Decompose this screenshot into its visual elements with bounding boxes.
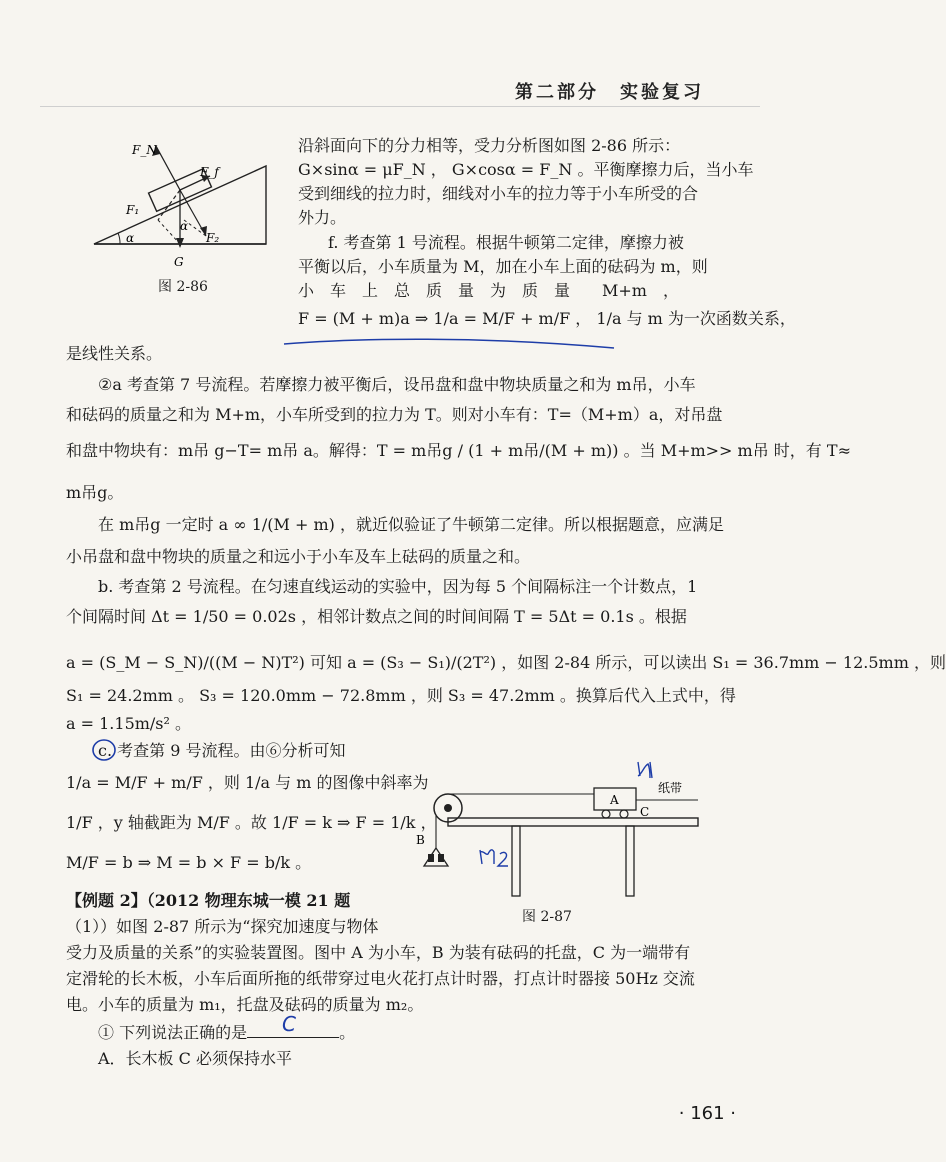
label-g: G bbox=[174, 255, 184, 269]
paragraph-line: G×sinα = μF_N ， G×cosα = F_N 。平衡摩擦力后，当小车 bbox=[298, 160, 754, 179]
question-text: ① 下列说法正确的是 bbox=[98, 1023, 248, 1042]
formula-line: S₁ = 24.2mm 。 S₃ = 120.0mm − 72.8mm ，则 S₃ = 47.2mm 。换算后代入上式中，得 bbox=[66, 686, 736, 705]
paragraph-line: 和砝码的质量之和为 M+m，小车所受到的拉力为 T。则对小车有：T=（M+m）a，对吊盘 bbox=[66, 405, 723, 424]
option-a: A．长木板 C 必须保持水平 bbox=[98, 1049, 292, 1068]
paragraph-line: 平衡以后，小车质量为 M，加在小车上面的砝码为 m，则 bbox=[298, 257, 708, 276]
formula-line: M/F = b ⇒ M = b × F = b/k 。 bbox=[66, 853, 312, 872]
figure-2-86-incline-diagram bbox=[80, 138, 290, 278]
paragraph-line: 外力。 bbox=[298, 208, 347, 227]
paragraph-line: c. 考查第 9 号流程。由⑥分析可知 bbox=[98, 741, 346, 760]
paragraph-line: 小吊盘和盘中物块的质量之和远小于小车及车上砝码的质量之和。 bbox=[66, 547, 531, 566]
label-fn: F_N bbox=[132, 143, 157, 157]
label-paper-tape: 纸带 bbox=[658, 781, 683, 795]
label-ff: F_f bbox=[200, 165, 219, 179]
paragraph-line: 电。小车的质量为 m₁，托盘及砝码的质量为 m₂。 bbox=[66, 995, 424, 1014]
paragraph-line: 小 车 上 总 质 量 为 质 量 M+m ， bbox=[298, 281, 679, 300]
formula-line: a = 1.15m/s² 。 bbox=[66, 714, 192, 733]
header-divider bbox=[40, 106, 760, 107]
label-f2: F₂ bbox=[206, 231, 220, 245]
figure-2-86-caption: 图 2-86 bbox=[158, 279, 208, 295]
figure-2-87-apparatus-diagram bbox=[408, 748, 728, 898]
formula-line: 个间隔时间 Δt = 1/50 = 0.02s ，相邻计数点之间的时间间隔 T = 5Δt = 0.1s 。根据 bbox=[66, 607, 687, 626]
label-a: A bbox=[610, 793, 619, 807]
formula-line: 在 m吊g 一定时 a ∞ 1/(M + m) ，就近似验证了牛顿第二定律。所以根据题意，应满足 bbox=[98, 515, 724, 534]
paragraph-line: 受力及质量的关系”的实验装置图。图中 A 为小车，B 为装有砝码的托盘，C 为一端带有 bbox=[66, 943, 691, 962]
paragraph-line: 受到细线的拉力时，细线对小车的拉力等于小车所受的合 bbox=[298, 184, 699, 203]
paragraph-line: m吊g。 bbox=[66, 483, 124, 502]
paragraph-line: 定滑轮的长木板，小车后面所拖的纸带穿过电火花打点计时器，打点计时器接 50Hz 交流 bbox=[66, 969, 695, 988]
page-number: · 161 · bbox=[678, 1103, 736, 1124]
handwritten-underline bbox=[280, 334, 620, 354]
question-line bbox=[98, 1022, 355, 1044]
label-c: C bbox=[640, 805, 650, 819]
label-alpha-base: α bbox=[126, 231, 135, 245]
paragraph-line: ②a 考查第 7 号流程。若摩擦力被平衡后，设吊盘和盘中物块质量之和为 m吊，小车 bbox=[98, 375, 696, 394]
formula-line: a = (S_M − S_N)/((M − N)T²) 可知 a = (S₃ − S₁)/(2T²) ，如图 2-84 所示，可以读出 S₁ = 36.7mm − 12.5mm ，则 bbox=[66, 653, 946, 672]
example-heading: 【例题 2】（2012 物理东城一模 21 题 bbox=[66, 891, 351, 910]
page-header-title: 第二部分 实验复习 bbox=[515, 82, 704, 103]
paragraph-line: 沿斜面向下的分力相等，受力分析图如图 2-86 所示： bbox=[298, 136, 681, 155]
paragraph-line: b. 考查第 2 号流程。在匀速直线运动的实验中，因为每 5 个间隔标注一个计数点，1 bbox=[98, 577, 698, 596]
paragraph-line: f. 考查第 1 号流程。根据牛顿第二定律，摩擦力被 bbox=[328, 233, 684, 252]
question-period: 。 bbox=[339, 1023, 356, 1042]
formula-line: 1/F ，y 轴截距为 M/F 。故 1/F = k ⇒ F = 1/k ， bbox=[66, 813, 437, 832]
formula-line: 和盘中物块有：m吊 g−T= m吊 a。解得：T = m吊g / (1 + m吊/(M + m)) 。当 M+m>> m吊 时，有 T≈ bbox=[66, 441, 851, 460]
formula-line: 1/a = M/F + m/F ，则 1/a 与 m 的图像中斜率为 bbox=[66, 773, 429, 792]
label-alpha-force: α bbox=[180, 219, 189, 233]
figure-2-87-caption: 图 2-87 bbox=[522, 909, 572, 925]
label-f1: F₁ bbox=[126, 203, 140, 217]
paragraph-line: （1））如图 2-87 所示为“探究加速度与物体 bbox=[66, 917, 379, 936]
label-b: B bbox=[416, 833, 425, 847]
formula-line: F = (M + m)a ⇒ 1/a = M/F + m/F ， 1/a 与 m 为一次函数关系， bbox=[298, 309, 796, 328]
handwritten-answer: C bbox=[282, 1012, 296, 1036]
paragraph-line: 是线性关系。 bbox=[66, 344, 163, 363]
